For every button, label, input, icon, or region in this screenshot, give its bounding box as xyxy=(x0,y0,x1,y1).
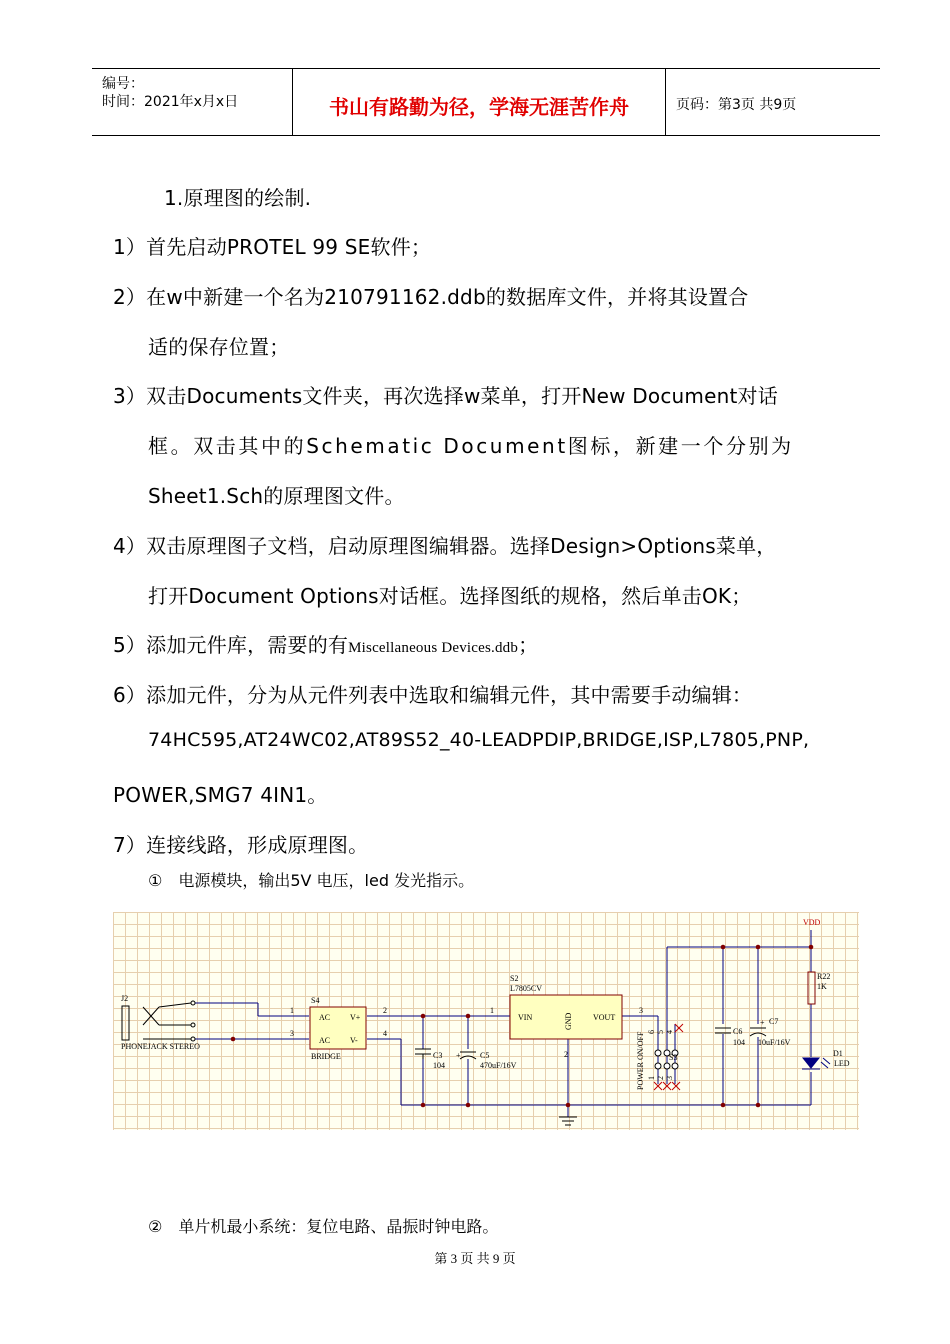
step-5-library: Miscellaneous Devices.ddb xyxy=(348,640,519,656)
label-led: LED xyxy=(834,1059,850,1068)
section-title: 1.原理图的绘制. xyxy=(164,186,312,210)
label-pin-2: 2 xyxy=(383,1006,387,1015)
label-j2: J2 xyxy=(121,994,129,1003)
step-7: 7）连接线路，形成原理图。 xyxy=(113,833,369,857)
label-power-on-off: POWER ON/OFF xyxy=(636,1031,645,1090)
label-reg-pin-2: 2 xyxy=(564,1050,568,1059)
label-s3: S3 xyxy=(669,1053,678,1062)
label-c6-value: 104 xyxy=(733,1038,745,1047)
label-vdd: VDD xyxy=(803,918,821,927)
label-d1: D1 xyxy=(833,1049,843,1058)
header-left-cell xyxy=(92,69,292,135)
label-vin: VIN xyxy=(518,1013,533,1022)
label-c7: C7 xyxy=(769,1017,779,1026)
step-4-line-1: 4）双击原理图子文档，启动原理图编辑器。选择Design>Options菜单， xyxy=(113,534,777,558)
label-c5-value: 470uF/16V xyxy=(480,1061,517,1070)
label-reg-pin-1: 1 xyxy=(490,1006,494,1015)
label-s3-pin-2: 2 xyxy=(656,1076,665,1080)
label-s3-pin-5: 5 xyxy=(656,1030,665,1034)
schematic-drawing xyxy=(113,912,859,1130)
label-bridge: BRIDGE xyxy=(311,1052,341,1061)
step-3-line-1: 3）双击Documents文件夹，再次选择w菜单，打开New Document对话 xyxy=(113,384,778,408)
step-1: 1）首先启动PROTEL 99 SE软件； xyxy=(113,235,432,259)
step-6-line-2: 74HC595,AT24WC02,AT89S52_40-LEADPDIP,BRIDGE,ISP,L7805,PNP, xyxy=(148,729,810,751)
label-phonejack: PHONEJACK STEREO xyxy=(121,1042,200,1051)
page-footer: 第 3 页 共 9 页 xyxy=(434,1251,516,1266)
step-2-line-1: 2）在w中新建一个名为210791162.ddb的数据库文件，并将其设置合 xyxy=(113,285,749,309)
label-s3-pin-4: 4 xyxy=(665,1030,674,1034)
step-5-prefix: 5）添加元件库，需要的有 xyxy=(113,633,349,657)
label-c5: C5 xyxy=(480,1051,490,1060)
label-pin-4: 4 xyxy=(383,1029,387,1038)
label-pin-3: 3 xyxy=(290,1029,294,1038)
document-time-label: 时间：2021年x月x日 xyxy=(102,94,239,110)
label-ac-2: AC xyxy=(319,1036,331,1045)
label-c5-plus: + xyxy=(456,1051,461,1060)
label-vout: VOUT xyxy=(593,1013,616,1022)
step-6-line-3: POWER,SMG7 4IN1。 xyxy=(113,783,328,807)
power-module-schematic xyxy=(113,912,859,1130)
step-3-line-3: Sheet1.Sch的原理图文件。 xyxy=(148,484,405,508)
header-center-cell xyxy=(292,69,666,135)
label-ac-1: AC xyxy=(319,1013,331,1022)
label-r22-value: 1K xyxy=(817,982,827,991)
step-4-line-2: 打开Document Options对话框。选择图纸的规格，然后单击OK； xyxy=(148,584,752,608)
document-number-label: 编号： xyxy=(102,76,144,92)
label-vplus: V+ xyxy=(350,1013,361,1022)
label-reg-pin-3: 3 xyxy=(639,1006,643,1015)
label-s4: S4 xyxy=(311,996,320,1005)
page-header xyxy=(92,68,880,136)
header-motto: 书山有路勤为径，学海无涯苦作舟 xyxy=(329,95,629,119)
label-s3-pin-1: 1 xyxy=(647,1076,656,1080)
step-6-line-1: 6）添加元件，分为从元件列表中选取和编辑元件，其中需要手动编辑： xyxy=(113,683,753,707)
step-5-suffix: ； xyxy=(518,633,539,657)
sub-item-2: ② 单片机最小系统：复位电路、晶振时钟电路。 xyxy=(148,1217,499,1236)
label-c6: C6 xyxy=(733,1027,743,1036)
label-pin-1: 1 xyxy=(290,1006,294,1015)
label-s3-pin-3: 3 xyxy=(665,1076,674,1080)
label-c7-value: 10uF/16V xyxy=(758,1038,791,1047)
label-vminus: V- xyxy=(350,1036,358,1045)
step-3-line-2: 框。双击其中的Schematic Document图标，新建一个分别为 xyxy=(148,434,794,458)
label-c3: C3 xyxy=(433,1051,443,1060)
label-gnd: GND xyxy=(564,1012,573,1030)
step-2-line-2: 适的保存位置； xyxy=(148,335,290,359)
label-s2: S2 xyxy=(510,974,519,983)
header-right-cell xyxy=(666,69,880,135)
label-c7-plus: + xyxy=(760,1018,765,1027)
header-page-number: 页码：第3页 共9页 xyxy=(676,97,797,113)
label-r22: R22 xyxy=(817,972,831,981)
label-s3-pin-6: 6 xyxy=(647,1030,656,1034)
step-5 xyxy=(113,629,538,658)
label-l7805: L7805CV xyxy=(510,984,542,993)
label-c3-value: 104 xyxy=(433,1061,445,1070)
sub-item-1: ① 电源模块，输出5V 电压，led 发光指示。 xyxy=(148,871,475,890)
